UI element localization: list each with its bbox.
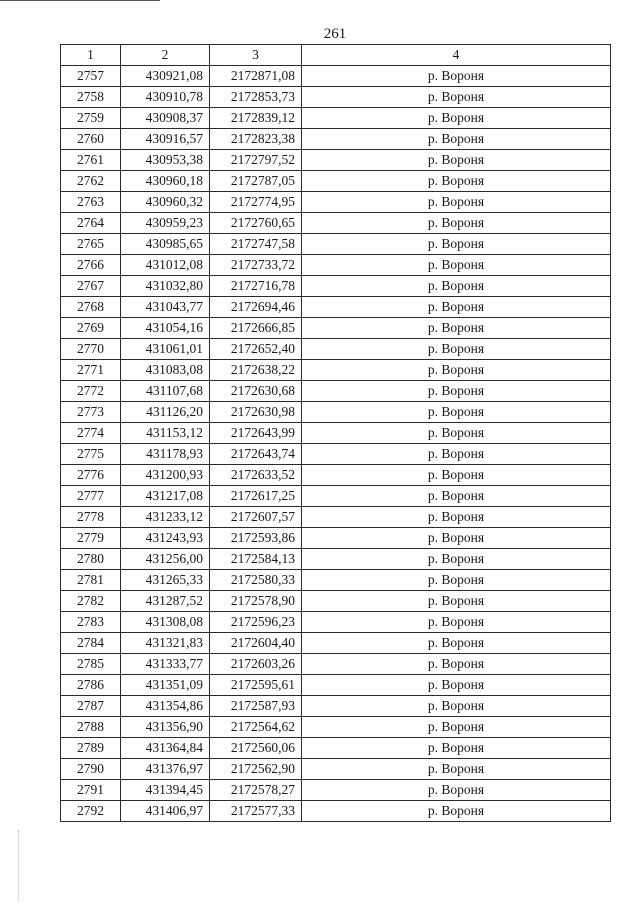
point-number-cell: 2779 [61, 528, 121, 549]
x-coordinate-cell: 431256,00 [121, 549, 210, 570]
table-body [61, 66, 611, 822]
table-row [61, 465, 611, 486]
point-number-cell: 2788 [61, 717, 121, 738]
y-coordinate-cell: 2172760,65 [210, 213, 302, 234]
table-row [61, 87, 611, 108]
table-row [61, 234, 611, 255]
x-coordinate-cell: 431233,12 [121, 507, 210, 528]
y-coordinate-cell: 2172560,06 [210, 738, 302, 759]
y-coordinate-cell: 2172595,61 [210, 675, 302, 696]
y-coordinate-cell: 2172839,12 [210, 108, 302, 129]
y-coordinate-cell: 2172871,08 [210, 66, 302, 87]
y-coordinate-cell: 2172562,90 [210, 759, 302, 780]
table-header [61, 45, 611, 66]
point-number-cell: 2780 [61, 549, 121, 570]
y-coordinate-cell: 2172630,68 [210, 381, 302, 402]
x-coordinate-cell: 431126,20 [121, 402, 210, 423]
table-row [61, 654, 611, 675]
y-coordinate-cell: 2172638,22 [210, 360, 302, 381]
page-number: 261 [323, 26, 347, 42]
y-coordinate-cell: 2172694,46 [210, 297, 302, 318]
description-cell: р. Вороня [302, 675, 611, 696]
point-number-cell: 2764 [61, 213, 121, 234]
x-coordinate-cell: 431376,97 [121, 759, 210, 780]
description-cell: р. Вороня [302, 717, 611, 738]
x-coordinate-cell: 431061,01 [121, 339, 210, 360]
table-row [61, 276, 611, 297]
point-number-cell: 2773 [61, 402, 121, 423]
description-cell: р. Вороня [302, 66, 611, 87]
point-number-cell: 2767 [61, 276, 121, 297]
table-row [61, 759, 611, 780]
scan-edge-mark [18, 830, 20, 900]
x-coordinate-cell: 430959,23 [121, 213, 210, 234]
y-coordinate-cell: 2172596,23 [210, 612, 302, 633]
table-row [61, 738, 611, 759]
x-coordinate-cell: 431287,52 [121, 591, 210, 612]
point-number-cell: 2775 [61, 444, 121, 465]
y-coordinate-cell: 2172617,25 [210, 486, 302, 507]
table-row [61, 360, 611, 381]
description-cell: р. Вороня [302, 738, 611, 759]
x-coordinate-cell: 431153,12 [121, 423, 210, 444]
table-row [61, 612, 611, 633]
description-cell: р. Вороня [302, 150, 611, 171]
x-coordinate-cell: 431012,08 [121, 255, 210, 276]
description-cell: р. Вороня [302, 213, 611, 234]
table-row [61, 108, 611, 129]
x-coordinate-cell: 431083,08 [121, 360, 210, 381]
point-number-cell: 2768 [61, 297, 121, 318]
y-coordinate-cell: 2172633,52 [210, 465, 302, 486]
x-coordinate-cell: 431043,77 [121, 297, 210, 318]
point-number-cell: 2783 [61, 612, 121, 633]
x-coordinate-cell: 431364,84 [121, 738, 210, 759]
y-coordinate-cell: 2172652,40 [210, 339, 302, 360]
x-coordinate-cell: 431333,77 [121, 654, 210, 675]
y-coordinate-cell: 2172607,57 [210, 507, 302, 528]
point-number-cell: 2758 [61, 87, 121, 108]
x-coordinate-cell: 431354,86 [121, 696, 210, 717]
table-row [61, 591, 611, 612]
table-row [61, 780, 611, 801]
description-cell: р. Вороня [302, 486, 611, 507]
y-coordinate-cell: 2172630,98 [210, 402, 302, 423]
point-number-cell: 2777 [61, 486, 121, 507]
point-number-cell: 2766 [61, 255, 121, 276]
x-coordinate-cell: 430908,37 [121, 108, 210, 129]
table-row [61, 213, 611, 234]
header-row [61, 45, 611, 66]
y-coordinate-cell: 2172853,73 [210, 87, 302, 108]
point-number-cell: 2790 [61, 759, 121, 780]
x-coordinate-cell: 431265,33 [121, 570, 210, 591]
point-number-cell: 2770 [61, 339, 121, 360]
y-coordinate-cell: 2172733,72 [210, 255, 302, 276]
x-coordinate-cell: 431032,80 [121, 276, 210, 297]
table-row [61, 381, 611, 402]
x-coordinate-cell: 430960,32 [121, 192, 210, 213]
x-coordinate-cell: 431351,09 [121, 675, 210, 696]
header-col-3: 3 [210, 45, 302, 66]
y-coordinate-cell: 2172584,13 [210, 549, 302, 570]
description-cell: р. Вороня [302, 87, 611, 108]
point-number-cell: 2781 [61, 570, 121, 591]
y-coordinate-cell: 2172716,78 [210, 276, 302, 297]
table-row [61, 486, 611, 507]
y-coordinate-cell: 2172564,62 [210, 717, 302, 738]
table-row [61, 150, 611, 171]
point-number-cell: 2761 [61, 150, 121, 171]
description-cell: р. Вороня [302, 549, 611, 570]
description-cell: р. Вороня [302, 318, 611, 339]
y-coordinate-cell: 2172593,86 [210, 528, 302, 549]
description-cell: р. Вороня [302, 339, 611, 360]
table-row [61, 318, 611, 339]
point-number-cell: 2789 [61, 738, 121, 759]
table-row [61, 675, 611, 696]
y-coordinate-cell: 2172604,40 [210, 633, 302, 654]
y-coordinate-cell: 2172666,85 [210, 318, 302, 339]
table-row [61, 171, 611, 192]
description-cell: р. Вороня [302, 612, 611, 633]
description-cell: р. Вороня [302, 444, 611, 465]
table-row [61, 339, 611, 360]
description-cell: р. Вороня [302, 465, 611, 486]
point-number-cell: 2765 [61, 234, 121, 255]
point-number-cell: 2785 [61, 654, 121, 675]
description-cell: р. Вороня [302, 423, 611, 444]
description-cell: р. Вороня [302, 108, 611, 129]
x-coordinate-cell: 431356,90 [121, 717, 210, 738]
point-number-cell: 2782 [61, 591, 121, 612]
scan-border-mark [0, 0, 160, 5]
description-cell: р. Вороня [302, 192, 611, 213]
x-coordinate-cell: 431406,97 [121, 801, 210, 822]
x-coordinate-cell: 431178,93 [121, 444, 210, 465]
x-coordinate-cell: 431394,45 [121, 780, 210, 801]
point-number-cell: 2784 [61, 633, 121, 654]
description-cell: р. Вороня [302, 507, 611, 528]
table-row [61, 423, 611, 444]
y-coordinate-cell: 2172787,05 [210, 171, 302, 192]
description-cell: р. Вороня [302, 234, 611, 255]
description-cell: р. Вороня [302, 591, 611, 612]
y-coordinate-cell: 2172774,95 [210, 192, 302, 213]
description-cell: р. Вороня [302, 297, 611, 318]
x-coordinate-cell: 430953,38 [121, 150, 210, 171]
point-number-cell: 2760 [61, 129, 121, 150]
x-coordinate-cell: 430910,78 [121, 87, 210, 108]
y-coordinate-cell: 2172578,27 [210, 780, 302, 801]
point-number-cell: 2772 [61, 381, 121, 402]
point-number-cell: 2774 [61, 423, 121, 444]
table-row [61, 507, 611, 528]
table-row [61, 633, 611, 654]
header-col-4: 4 [302, 45, 611, 66]
description-cell: р. Вороня [302, 276, 611, 297]
y-coordinate-cell: 2172577,33 [210, 801, 302, 822]
point-number-cell: 2769 [61, 318, 121, 339]
table-row [61, 570, 611, 591]
point-number-cell: 2762 [61, 171, 121, 192]
table-row [61, 66, 611, 87]
x-coordinate-cell: 430985,65 [121, 234, 210, 255]
point-number-cell: 2787 [61, 696, 121, 717]
point-number-cell: 2763 [61, 192, 121, 213]
x-coordinate-cell: 431308,08 [121, 612, 210, 633]
point-number-cell: 2778 [61, 507, 121, 528]
x-coordinate-cell: 431054,16 [121, 318, 210, 339]
x-coordinate-cell: 431243,93 [121, 528, 210, 549]
y-coordinate-cell: 2172580,33 [210, 570, 302, 591]
point-number-cell: 2791 [61, 780, 121, 801]
x-coordinate-cell: 431217,08 [121, 486, 210, 507]
y-coordinate-cell: 2172747,58 [210, 234, 302, 255]
table-row [61, 549, 611, 570]
point-number-cell: 2776 [61, 465, 121, 486]
table-row [61, 402, 611, 423]
description-cell: р. Вороня [302, 402, 611, 423]
table-row [61, 717, 611, 738]
x-coordinate-cell: 431200,93 [121, 465, 210, 486]
description-cell: р. Вороня [302, 633, 611, 654]
description-cell: р. Вороня [302, 171, 611, 192]
table-row [61, 192, 611, 213]
point-number-cell: 2786 [61, 675, 121, 696]
y-coordinate-cell: 2172578,90 [210, 591, 302, 612]
point-number-cell: 2757 [61, 66, 121, 87]
point-number-cell: 2759 [61, 108, 121, 129]
table-row [61, 297, 611, 318]
table-row [61, 444, 611, 465]
y-coordinate-cell: 2172587,93 [210, 696, 302, 717]
y-coordinate-cell: 2172603,26 [210, 654, 302, 675]
y-coordinate-cell: 2172823,38 [210, 129, 302, 150]
description-cell: р. Вороня [302, 801, 611, 822]
description-cell: р. Вороня [302, 528, 611, 549]
description-cell: р. Вороня [302, 570, 611, 591]
x-coordinate-cell: 430921,08 [121, 66, 210, 87]
table-row [61, 255, 611, 276]
description-cell: р. Вороня [302, 129, 611, 150]
description-cell: р. Вороня [302, 696, 611, 717]
table-row [61, 129, 611, 150]
table-row [61, 528, 611, 549]
table-row [61, 696, 611, 717]
x-coordinate-cell: 431107,68 [121, 381, 210, 402]
description-cell: р. Вороня [302, 360, 611, 381]
description-cell: р. Вороня [302, 381, 611, 402]
x-coordinate-cell: 430960,18 [121, 171, 210, 192]
y-coordinate-cell: 2172643,99 [210, 423, 302, 444]
x-coordinate-cell: 430916,57 [121, 129, 210, 150]
description-cell: р. Вороня [302, 759, 611, 780]
point-number-cell: 2771 [61, 360, 121, 381]
y-coordinate-cell: 2172797,52 [210, 150, 302, 171]
header-col-1: 1 [61, 45, 121, 66]
description-cell: р. Вороня [302, 780, 611, 801]
description-cell: р. Вороня [302, 255, 611, 276]
description-cell: р. Вороня [302, 654, 611, 675]
header-col-2: 2 [121, 45, 210, 66]
coordinates-table [60, 44, 611, 822]
table-row [61, 801, 611, 822]
point-number-cell: 2792 [61, 801, 121, 822]
y-coordinate-cell: 2172643,74 [210, 444, 302, 465]
x-coordinate-cell: 431321,83 [121, 633, 210, 654]
